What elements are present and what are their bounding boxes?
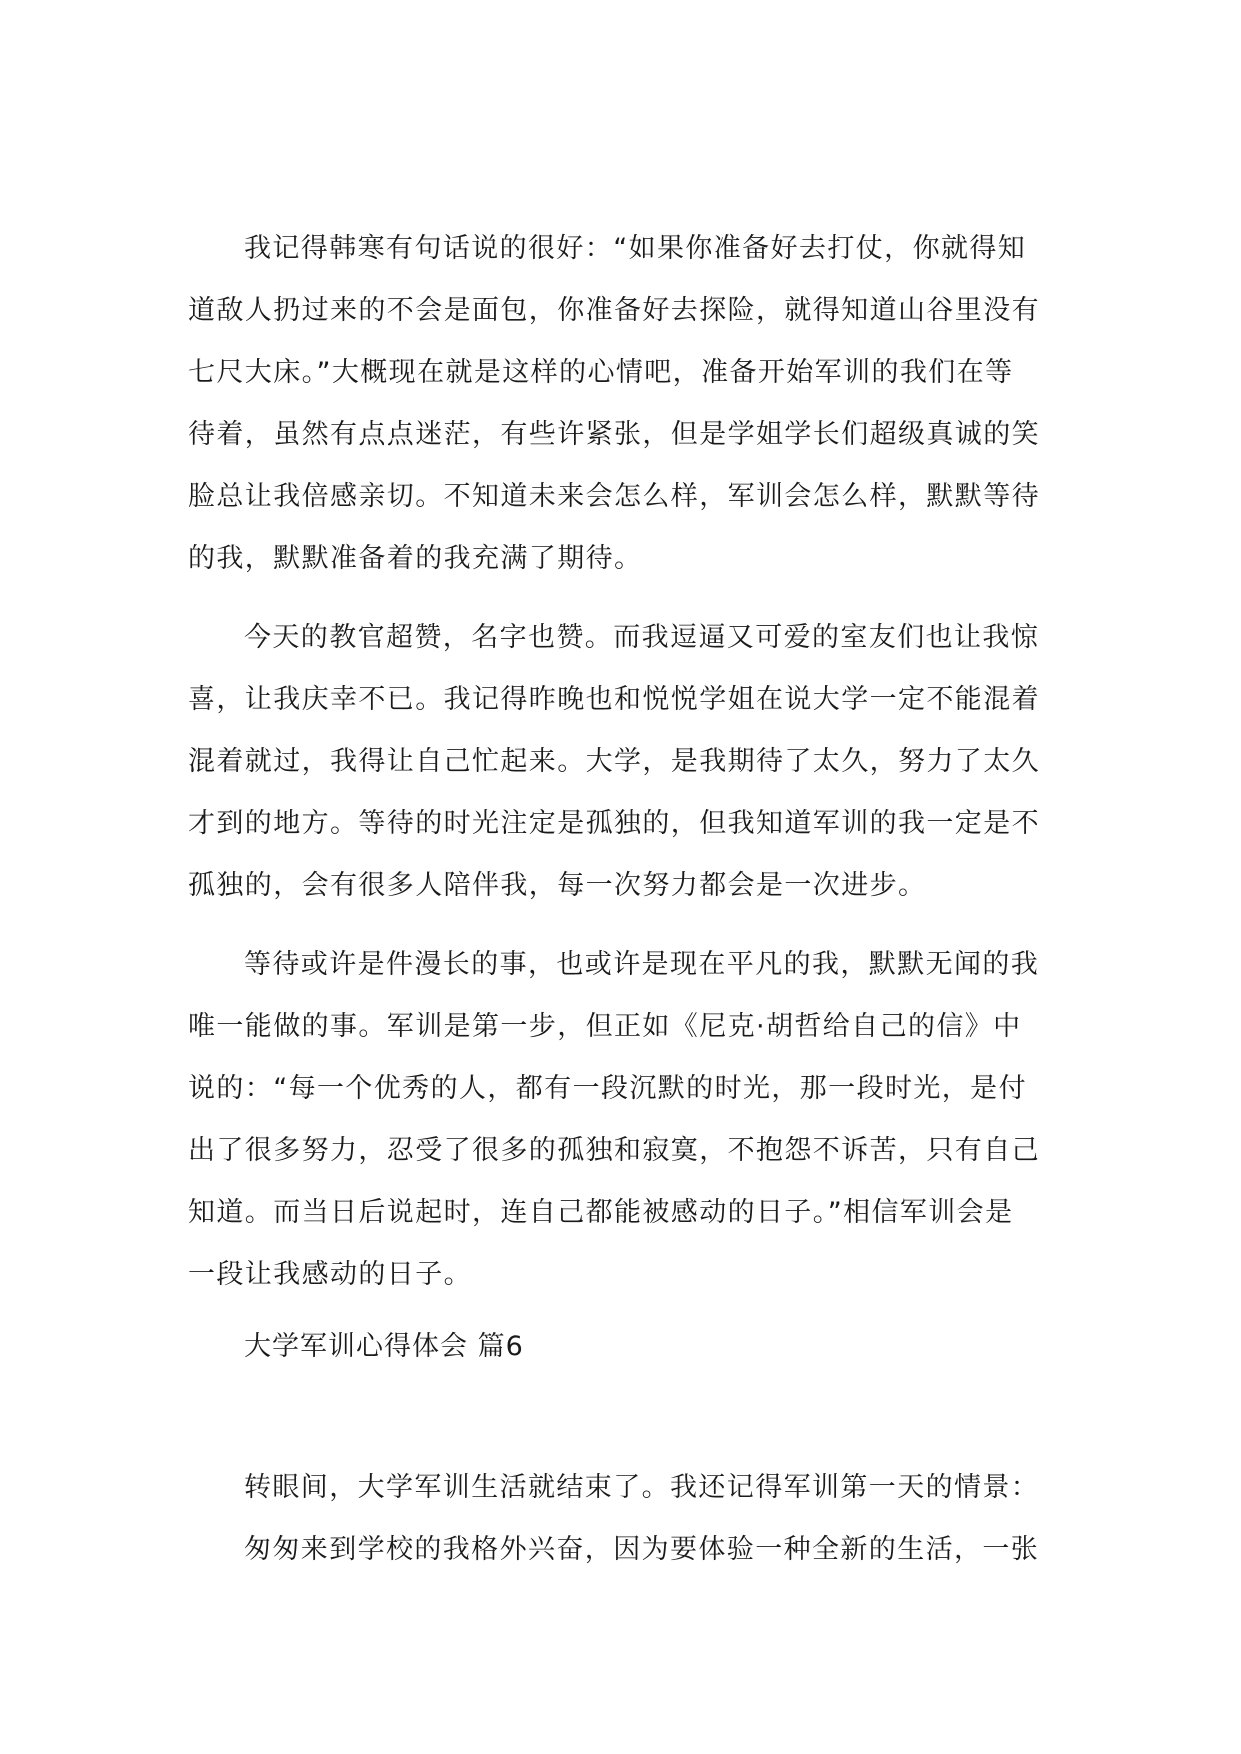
paragraph-line: 孤独的，会有很多人陪伴我，每一次努力都会是一次进步。 [188,870,927,901]
paragraph-line: 唯一能做的事。军训是第一步，但正如《尼克·胡哲给自己的信》中 [188,1011,1022,1042]
paragraph-line: 出了很多努力，忍受了很多的孤独和寂寞，不抱怨不诉苦，只有自己 [188,1135,1040,1166]
paragraph-line: 才到的地方。等待的时光注定是孤独的，但我知道军训的我一定是不 [188,808,1040,839]
paragraph-line: 七尺大床。”大概现在就是这样的心情吧，准备开始军训的我们在等 [188,357,1014,388]
paragraph-line: 的我，默默准备着的我充满了期待。 [188,543,643,574]
paragraph-line: 待着，虽然有点点迷茫，有些许紧张，但是学姐学长们超级真诚的笑 [188,419,1040,450]
paragraph-line: 说的：“每一个优秀的人，都有一段沉默的时光，那一段时光，是付 [188,1073,1027,1104]
paragraph-line: 等待或许是件漫长的事，也或许是现在平凡的我，默默无闻的我 [244,949,1040,980]
paragraph-line: 匆匆来到学校的我格外兴奋，因为要体验一种全新的生活，一张 [244,1534,1040,1565]
paragraph-line: 知道。而当日后说起时，连自己都能被感动的日子。”相信军训会是 [188,1197,1014,1228]
paragraph-line: 脸总让我倍感亲切。不知道未来会怎么样，军训会怎么样，默默等待 [188,481,1040,512]
paragraph-line: 道敌人扔过来的不会是面包，你准备好去探险，就得知道山谷里没有 [188,295,1040,326]
paragraph-line: 喜，让我庆幸不已。我记得昨晚也和悦悦学姐在说大学一定不能混着 [188,684,1040,715]
paragraph-line: 一段让我感动的日子。 [188,1259,472,1290]
paragraph-line: 混着就过，我得让自己忙起来。大学，是我期待了太久，努力了太久 [188,746,1040,777]
paragraph-line: 今天的教官超赞，名字也赞。而我逗逼又可爱的室友们也让我惊 [244,622,1040,653]
paragraph-line: 我记得韩寒有句话说的很好：“如果你准备好去打仗，你就得知 [244,233,1027,264]
paragraph-line: 转眼间，大学军训生活就结束了。我还记得军训第一天的情景： [244,1472,1040,1503]
section-heading: 大学军训心得体会 篇6 [244,1331,524,1362]
